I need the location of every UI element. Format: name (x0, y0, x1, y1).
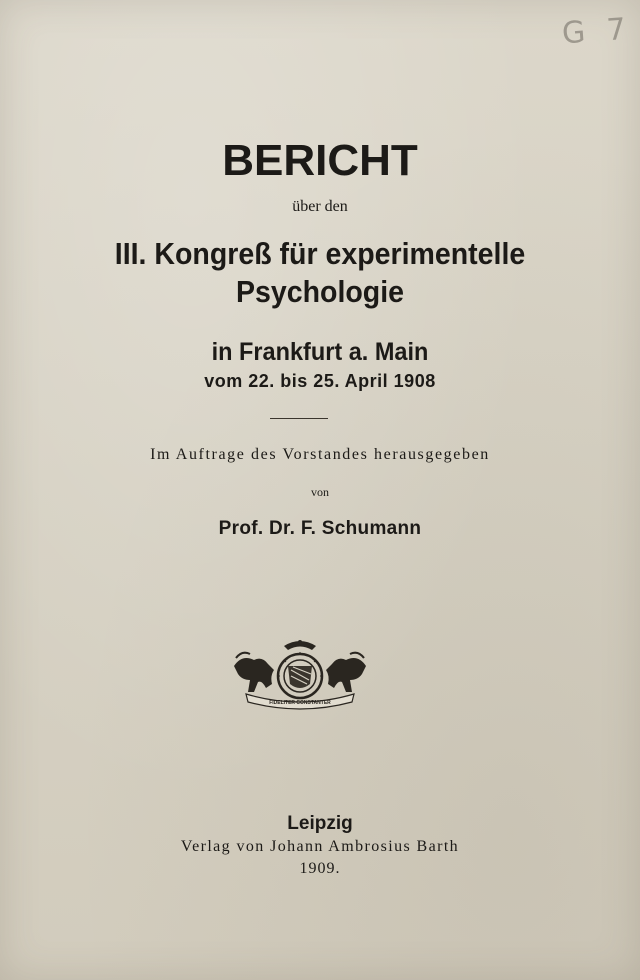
location-line: in Frankfurt a. Main (211, 338, 429, 366)
handwritten-shelfmark: G 7 (560, 11, 634, 52)
publication-year: 1909. (299, 860, 341, 877)
by-line: von (311, 485, 329, 499)
commission-line: Im Auftrage des Vorstandes herausgegeben (150, 446, 490, 463)
dates-line: vom 22. bis 25. April 1908 (204, 371, 436, 391)
preposition-line: über den (292, 198, 348, 215)
editor-name: Prof. Dr. F. Schumann (218, 518, 422, 539)
congress-subject: Psychologie (235, 274, 404, 309)
publisher-line: Verlag von Johann Ambrosius Barth (180, 838, 460, 855)
document-title: BERICHT (222, 136, 418, 185)
divider-rule (270, 418, 328, 419)
emblem-motto: FIDELITER CONSTANTER (269, 700, 331, 706)
congress-line: III. Kongreß für experimentelle (114, 236, 526, 271)
printer-emblem-icon (228, 636, 372, 712)
publication-city: Leipzig (287, 813, 353, 834)
